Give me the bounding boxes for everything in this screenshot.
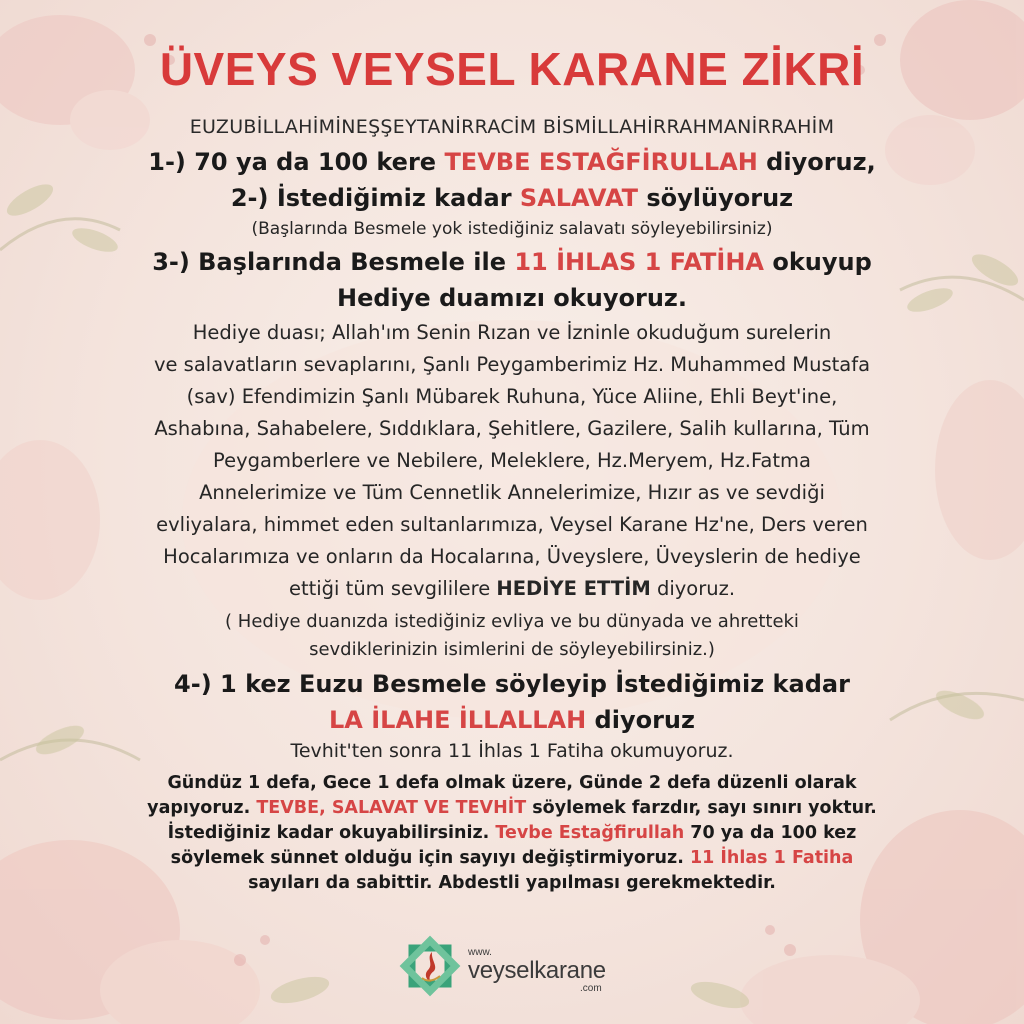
- hediye-last-prefix: ettiği tüm sevgililere: [288, 577, 497, 600]
- hediye-line: ve salavatların sevaplarını, Şanlı Peygamberimiz Hz. Muhammed Mustafa: [153, 353, 871, 376]
- hediye-duasi-paragraph: [0, 317, 1024, 605]
- step-3-highlight: 11 İHLAS 1 FATİHA: [514, 248, 764, 276]
- step-2-suffix: söylüyoruz: [638, 184, 794, 212]
- hediye-line: Hocalarımıza ve onların da Hocalarına, Üveyslere, Üveyslerin de hediye: [163, 545, 861, 568]
- logo-www: www.: [468, 947, 492, 958]
- step-1-highlight: TEVBE ESTAĞFİRULLAH: [444, 148, 758, 176]
- euzu-besmele-line: EUZUBİLLAHİMİNEŞŞEYTANİRRACİM BİSMİLLAHİRRAHMANİRRAHİM: [189, 116, 835, 138]
- final-paragraph: [0, 771, 1024, 896]
- final-line-3-red: Tevbe Estağfirullah: [495, 823, 685, 843]
- logo-name: veyselkarane: [468, 957, 606, 984]
- logo-com: .com: [580, 983, 602, 994]
- hediye-last-line: [0, 573, 1024, 605]
- step-2: [0, 184, 1024, 212]
- final-line-3-suffix: 70 ya da 100 kez: [684, 823, 857, 843]
- step-4-suffix: diyoruz: [586, 706, 695, 734]
- final-line-2-red: TEVBE, SALAVAT VE TEVHİT: [256, 798, 527, 818]
- hediye-note-line-2: sevdiklerinizin isimlerini de söyleyebilirsiniz.): [309, 639, 715, 660]
- logo-text: [468, 948, 606, 994]
- step-3: [0, 248, 1024, 276]
- step-4-highlight: LA İLAHE İLLALLAH: [329, 706, 587, 734]
- step-3-suffix: okuyup: [764, 248, 872, 276]
- page-title: ÜVEYS VEYSEL KARANE ZİKRİ: [159, 43, 865, 95]
- veyselkarane-logo: [398, 934, 638, 1014]
- hediye-line: Ashabına, Sahabelere, Sıddıklara, Şehitlere, Gazilere, Salih kullarına, Tüm: [154, 417, 870, 440]
- hediye-ettim-bold: HEDİYE ETTİM: [496, 577, 651, 600]
- step-3-line-2: Hediye duamızı okuyoruz.: [337, 284, 687, 312]
- logo-star-icon: [398, 934, 462, 998]
- hediye-line: Peygamberlere ve Nebilere, Meleklere, Hz.Meryem, Hz.Fatma: [213, 449, 811, 472]
- final-line-3-prefix: İstediğiniz kadar okuyabilirsiniz.: [167, 823, 496, 843]
- hediye-line: (sav) Efendimizin Şanlı Mübarek Ruhuna, Yüce Aliine, Ehli Beyt'ine,: [186, 385, 838, 408]
- step-4-note: Tevhit'ten sonra 11 İhlas 1 Fatiha okumuyoruz.: [290, 740, 734, 762]
- hediye-note: [0, 608, 1024, 664]
- final-line-2-prefix: yapıyoruz.: [147, 798, 257, 818]
- step-4-line-2: [0, 706, 1024, 734]
- final-line-3: [0, 821, 1024, 846]
- step-2-note: (Başlarında Besmele yok istediğiniz salavatı söyleyebilirsiniz): [251, 219, 773, 239]
- hediye-note-line-1: ( Hediye duanızda istediğiniz evliya ve bu dünyada ve ahretteki: [225, 611, 799, 632]
- final-line-2: [0, 796, 1024, 821]
- step-2-highlight: SALAVAT: [519, 184, 639, 212]
- step-4: 4-) 1 kez Euzu Besmele söyleyip İstediğimiz kadar: [174, 670, 850, 698]
- hediye-line: evliyalara, himmet eden sultanlarımıza, Veysel Karane Hz'ne, Ders veren: [156, 513, 868, 536]
- final-line-1: Gündüz 1 defa, Gece 1 defa olmak üzere, Günde 2 defa düzenli olarak: [167, 773, 857, 793]
- step-2-prefix: 2-) İstediğimiz kadar: [230, 184, 520, 212]
- hediye-line: Annelerimize ve Tüm Cennetlik Annelerimize, Hızır as ve sevdiği: [199, 481, 825, 504]
- hediye-last-suffix: diyoruz.: [650, 577, 736, 600]
- final-line-4: [0, 846, 1024, 871]
- final-line-4-red: 11 İhlas 1 Fatiha: [689, 848, 854, 868]
- step-1-prefix: 1-) 70 ya da 100 kere: [148, 148, 445, 176]
- step-1: [0, 148, 1024, 176]
- step-1-suffix: diyoruz,: [757, 148, 876, 176]
- final-line-5: sayıları da sabittir. Abdestli yapılması gerekmektedir.: [248, 873, 776, 893]
- step-3-prefix: 3-) Başlarında Besmele ile: [152, 248, 515, 276]
- final-line-4-prefix: söylemek sünnet olduğu için sayıyı değiştirmiyoruz.: [170, 848, 690, 868]
- hediye-line: Hediye duası; Allah'ım Senin Rızan ve İzninle okuduğum surelerin: [192, 321, 832, 344]
- final-line-2-suffix: söylemek farzdır, sayı sınırı yoktur.: [526, 798, 877, 818]
